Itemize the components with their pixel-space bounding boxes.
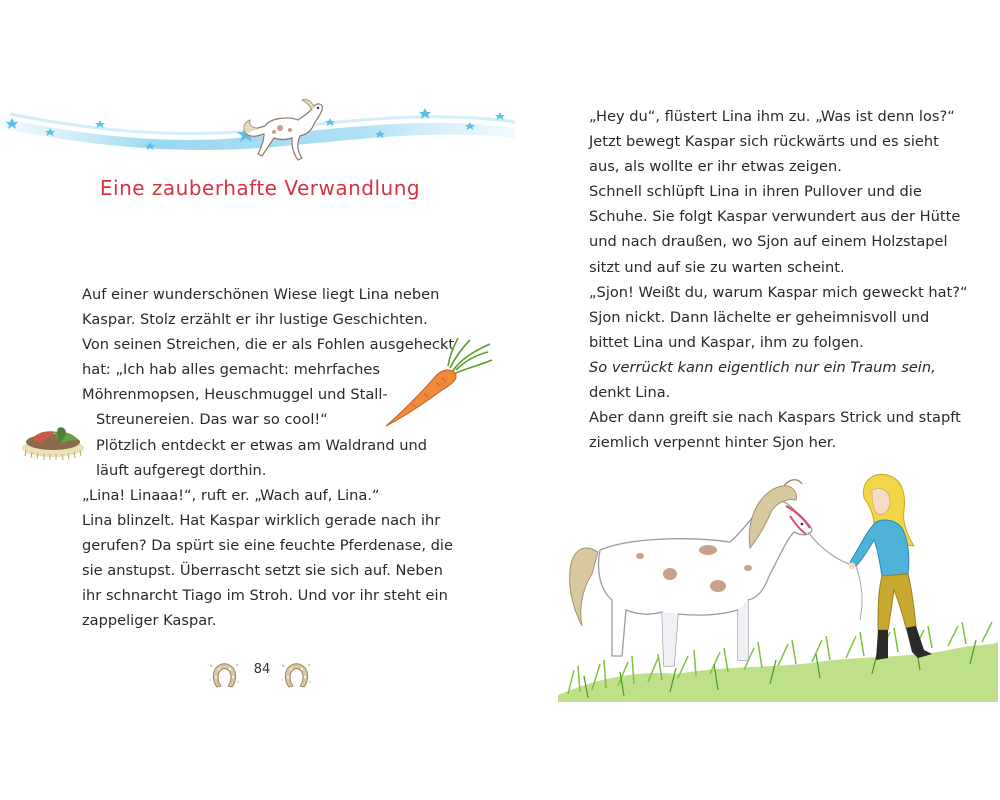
text-line: Aber dann greift sie nach Kaspars Strick und stapft [589, 409, 961, 427]
brush-illustration [20, 422, 86, 462]
text-line: „Lina! Linaaa!“, ruft er. „Wach auf, Lina.“ [82, 486, 380, 504]
text-line: „Sjon! Weißt du, warum Kaspar mich geweckt hat?“ [589, 283, 968, 301]
page-number-footer [208, 660, 314, 694]
text-line: sitzt und auf sie zu warten scheint. [589, 258, 845, 276]
horseshoe-icon [280, 660, 312, 692]
pony-and-girl-illustration [558, 470, 998, 702]
text-line: und nach draußen, wo Sjon auf einem Holzstapel [589, 233, 948, 251]
text-line: Auf einer wunderschönen Wiese liegt Lina neben [82, 286, 440, 303]
text-line: Streunereien. Das war so cool!“ [96, 411, 328, 429]
carrot-illustration [380, 338, 495, 430]
text-line: „Hey du“, flüstert Lina ihm zu. „Was ist denn los?“ [589, 108, 955, 125]
text-line: sie anstupst. Überrascht setzt sie sich auf. Neben [82, 562, 443, 580]
text-line: Schnell schlüpft Lina in ihren Pullover und die [589, 183, 922, 201]
text-line: Von seinen Streichen, die er als Fohlen ausgeheckt [82, 336, 455, 354]
text-line: ziemlich verpennt hinter Sjon her. [589, 434, 837, 452]
text-line: Schuhe. Sie folgt Kaspar verwundert aus der Hütte [589, 208, 961, 226]
text-line: ihr schnarcht Tiago im Stroh. Und vor ihr steht ein [82, 587, 448, 605]
pony-illustration [570, 480, 862, 666]
text-line: Sjon nickt. Dann lächelte er geheimnisvoll und [589, 308, 930, 326]
chapter-title: Eine zauberhafte Verwandlung [99, 176, 421, 200]
page-number: 84 [253, 662, 271, 677]
flying-pony-banner [0, 88, 520, 168]
right-page [500, 0, 1000, 800]
left-page-text [82, 282, 454, 633]
text-line: zappeliger Kaspar. [82, 612, 217, 630]
horseshoe-icon [208, 660, 240, 692]
text-line: Jetzt bewegt Kaspar sich rückwärts und es sieht [589, 133, 939, 151]
right-page-text [589, 104, 968, 455]
text-line: läuft aufgeregt dorthin. [96, 461, 267, 479]
flying-pony-icon [244, 99, 322, 160]
text-line: denkt Lina. [589, 384, 671, 402]
text-line: aus, als wollte er ihr etwas zeigen. [589, 158, 842, 176]
text-line: Lina blinzelt. Hat Kaspar wirklich gerade nach ihr [82, 511, 441, 529]
text-line: Möhrenmopsen, Heuschmuggel und Stall- [82, 386, 388, 404]
text-line: hat: „Ich hab alles gemacht: mehrfaches [82, 361, 380, 379]
text-line: Plötzlich entdeckt er etwas am Waldrand und [96, 436, 428, 454]
text-line: Kaspar. Stolz erzählt er ihr lustige Geschichten. [82, 311, 428, 329]
text-line: bittet Lina und Kaspar, ihm zu folgen. [589, 333, 864, 351]
text-line: gerufen? Da spürt sie eine feuchte Pferdenase, die [82, 536, 453, 554]
text-line: So verrückt kann eigentlich nur ein Traum sein, [589, 358, 936, 376]
